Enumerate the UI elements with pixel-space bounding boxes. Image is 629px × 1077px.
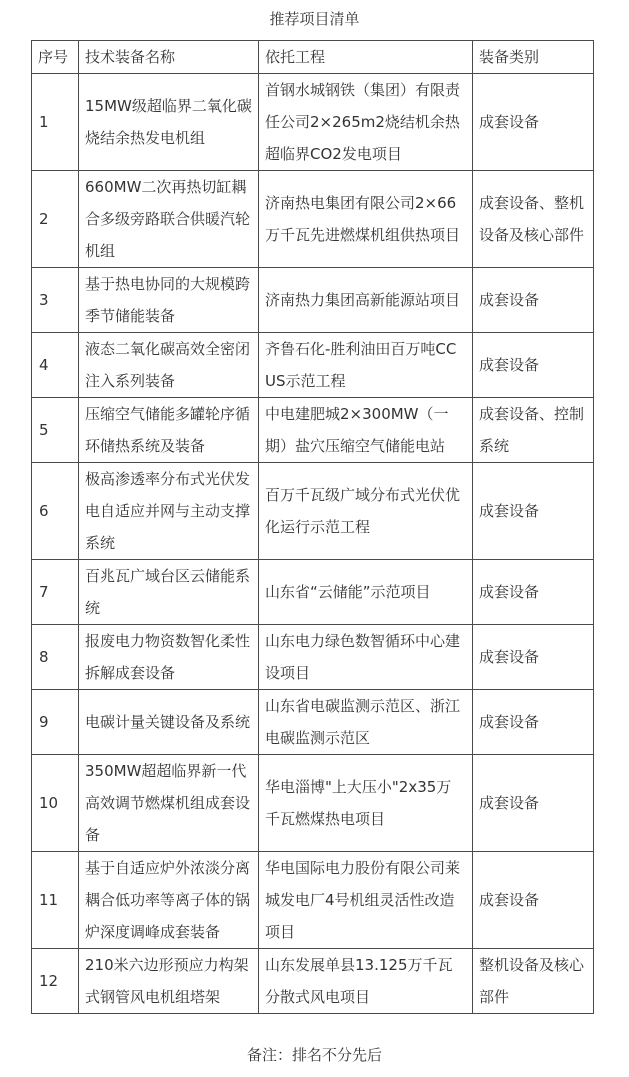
header-category: 装备类别 [473,41,594,74]
table-row [32,463,594,560]
equipment-name: 350MW超超临界新一代高效调节燃煤机组成套设备 [79,755,259,852]
project-name: 山东省电碳监测示范区、浙江电碳监测示范区 [259,690,473,755]
equipment-name: 液态二氧化碳高效全密闭注入系列装备 [79,333,259,398]
table-row [32,171,594,268]
equipment-name: 报废电力物资数智化柔性拆解成套设备 [79,625,259,690]
table-row [32,690,594,755]
equipment-category: 成套设备 [473,463,594,560]
equipment-category: 成套设备 [473,625,594,690]
project-name: 山东发展单县13.125万千瓦分散式风电项目 [259,949,473,1014]
table-row [32,949,594,1014]
table-row [32,333,594,398]
equipment-category: 成套设备 [473,74,594,171]
equipment-category: 成套设备 [473,268,594,333]
row-no: 10 [32,755,79,852]
table-row [32,852,594,949]
header-row [32,41,594,74]
equipment-name: 基于自适应炉外浓淡分离耦合低功率等离子体的锅炉深度调峰成套装备 [79,852,259,949]
equipment-category: 成套设备 [473,333,594,398]
row-no: 6 [32,463,79,560]
equipment-name: 15MW级超临界二氧化碳烧结余热发电机组 [79,74,259,171]
equipment-name: 极高渗透率分布式光伏发电自适应并网与主动支撑系统 [79,463,259,560]
equipment-category: 成套设备 [473,755,594,852]
project-name: 济南热力集团高新能源站项目 [259,268,473,333]
table-row [32,268,594,333]
project-name: 华电淄博"上大压小"2x35万千瓦燃煤热电项目 [259,755,473,852]
equipment-category: 成套设备 [473,852,594,949]
table-title: 推荐项目清单 [269,10,360,28]
project-name: 百万千瓦级广域分布式光伏优化运行示范工程 [259,463,473,560]
row-no: 9 [32,690,79,755]
project-name: 首钢水城钢铁（集团）有限责任公司2×265m2烧结机余热超临界CO2发电项目 [259,74,473,171]
equipment-name: 电碳计量关键设备及系统 [79,690,259,755]
table-row [32,625,594,690]
row-no: 8 [32,625,79,690]
table-row [32,398,594,463]
equipment-name: 210米六边形预应力构架式钢管风电机组塔架 [79,949,259,1014]
project-name: 山东省“云储能”示范项目 [259,560,473,625]
row-no: 7 [32,560,79,625]
equipment-category: 成套设备 [473,690,594,755]
equipment-name: 压缩空气储能多罐轮序循环储热系统及装备 [79,398,259,463]
row-no: 1 [32,74,79,171]
row-no: 11 [32,852,79,949]
equipment-category: 成套设备 [473,560,594,625]
project-table [31,40,594,1014]
table-footnote: 备注：排名不分先后 [246,1046,382,1064]
header-no: 序号 [32,41,79,74]
row-no: 12 [32,949,79,1014]
row-no: 4 [32,333,79,398]
table-row [32,74,594,171]
project-name: 济南热电集团有限公司2×66万千瓦先进燃煤机组供热项目 [259,171,473,268]
equipment-category: 整机设备及核心部件 [473,949,594,1014]
row-no: 5 [32,398,79,463]
equipment-category: 成套设备、控制系统 [473,398,594,463]
equipment-category: 成套设备、整机设备及核心部件 [473,171,594,268]
equipment-name: 百兆瓦广域台区云储能系统 [79,560,259,625]
table-row [32,560,594,625]
project-name: 中电建肥城2×300MW（一期）盐穴压缩空气储能电站 [259,398,473,463]
project-name: 华电国际电力股份有限公司莱城发电厂4号机组灵活性改造项目 [259,852,473,949]
equipment-name: 基于热电协同的大规模跨季节储能装备 [79,268,259,333]
equipment-name: 660MW二次再热切缸耦合多级旁路联合供暖汽轮机组 [79,171,259,268]
row-no: 2 [32,171,79,268]
project-name: 齐鲁石化-胜利油田百万吨CCUS示范工程 [259,333,473,398]
table-row [32,755,594,852]
row-no: 3 [32,268,79,333]
header-name: 技术装备名称 [79,41,259,74]
header-project: 依托工程 [259,41,473,74]
project-name: 山东电力绿色数智循环中心建设项目 [259,625,473,690]
